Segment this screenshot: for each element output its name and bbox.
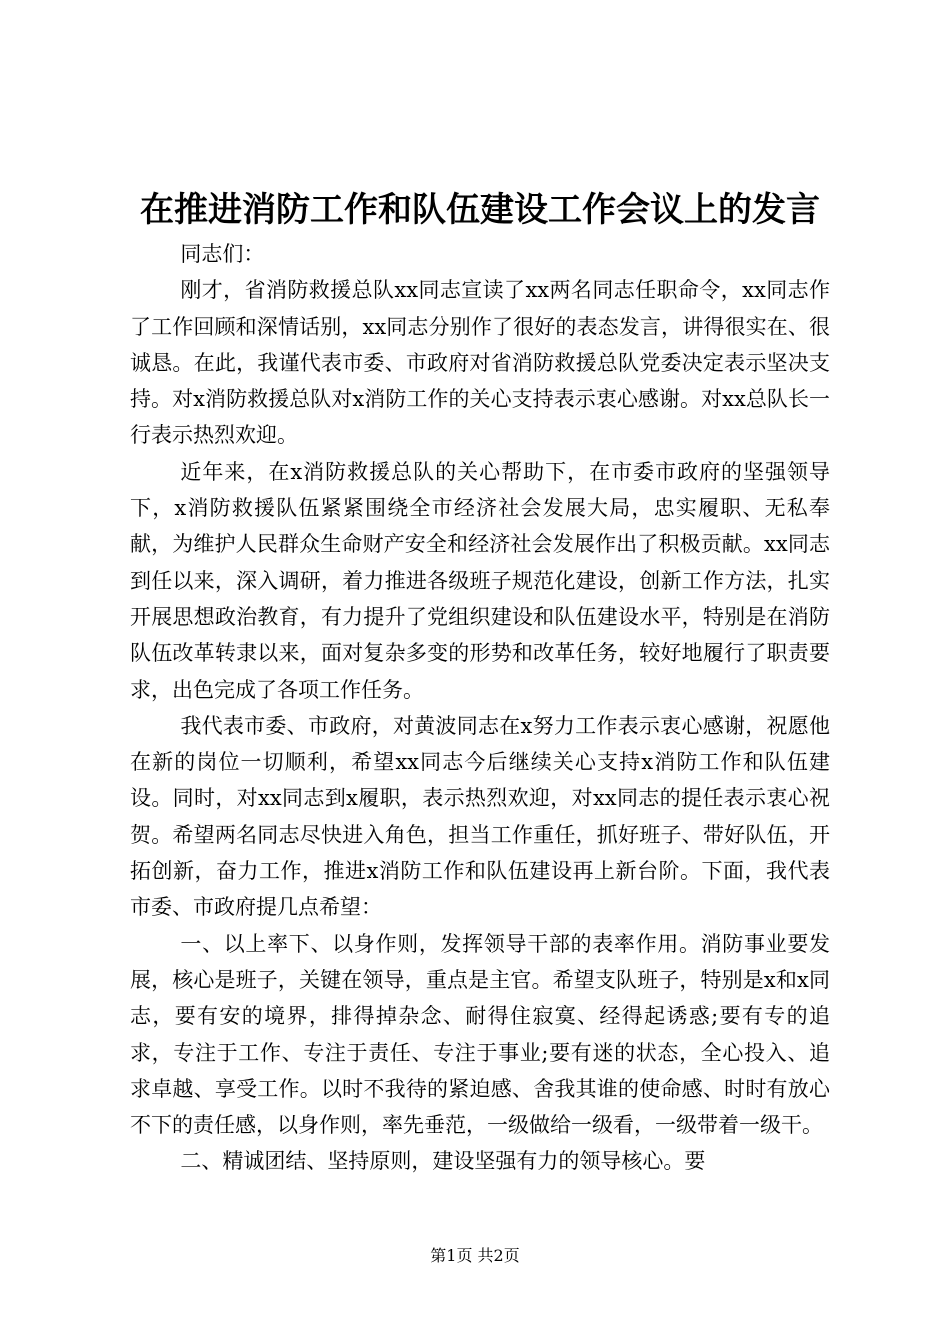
document-title: 在推进消防工作和队伍建设工作会议上的发言 (140, 190, 820, 230)
salutation: 同志们： (180, 242, 265, 266)
body-paragraph: 刚才，省消防救援总队xx同志宣读了xx两名同志任职命令，xx同志作了工作回顾和深情话别，xx同志分别作了很好的表态发言，讲得很实在、很诚恳。在此，我谨代表市委、市政府对省消防救援总队党委决定表示坚决支持。对x消防救援总队对x消防工作的关心支持表示衷心感谢。对xx总队长一行表示热烈欢迎。 (130, 278, 830, 448)
body-paragraph: 一、以上率下、以身作则，发挥领导干部的表率作用。消防事业要发展，核心是班子，关键在领导，重点是主官。希望支队班子，特别是x和x同志，要有安的境界，排得掉杂念、耐得住寂寞、经得起诱惑;要有专的追求，专注于工作、专注于责任、专注于事业;要有迷的状态，全心投入、追求卓越、享受工作。以时不我待的紧迫感、舍我其谁的使命感、时时有放心不下的责任感，以身作则，率先垂范，一级做给一级看，一级带着一级干。 (130, 931, 830, 1138)
page-number-footer: 第1页 共2页 (430, 1246, 520, 1265)
body-paragraph: 近年来，在x消防救援总队的关心帮助下，在市委市政府的坚强领导下，x消防救援队伍紧紧围绕全市经济社会发展大局，忠实履职、无私奉献，为维护人民群众生命财产安全和经济社会发展作出了积极贡献。xx同志到任以来，深入调研，着力推进各级班子规范化建设，创新工作方法，扎实开展思想政治教育，有力提升了党组织建设和队伍建设水平，特别是在消防队伍改革转隶以来，面对复杂多变的形势和改革任务，较好地履行了职责要求，出色完成了各项工作任务。 (130, 459, 830, 702)
body-paragraph: 二、精诚团结、坚持原则，建设坚强有力的领导核心。要 (180, 1149, 706, 1174)
body-paragraph: 我代表市委、市政府，对黄波同志在x努力工作表示衷心感谢，祝愿他在新的岗位一切顺利，希望xx同志今后继续关心支持x消防工作和队伍建设。同时，对xx同志到x履职，表示热烈欢迎，对xx同志的提任表示衷心祝贺。希望两名同志尽快进入角色，担当工作重任，抓好班子、带好队伍，开拓创新，奋力工作，推进x消防工作和队伍建设再上新台阶。下面，我代表市委、市政府提几点希望： (130, 713, 830, 920)
document-body (130, 236, 830, 1180)
